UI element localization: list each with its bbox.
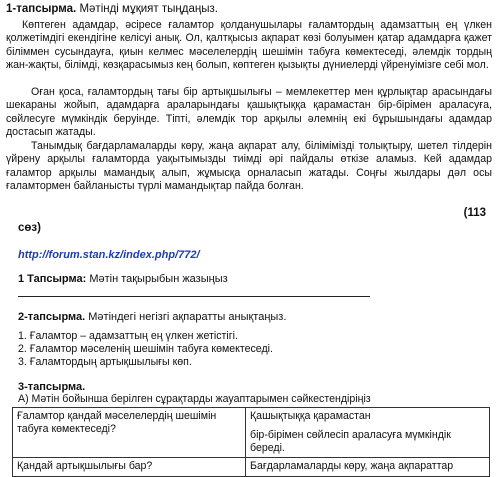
task1-label: 1-тапсырма. — [6, 3, 77, 15]
theme-task-instruction: Мәтін тақырыбын жазыңыз — [89, 273, 228, 285]
list-item: 1. Ғаламтор – адамзаттың ең үлкен жетістігі. — [18, 330, 238, 342]
answer-text: бір-бірімен сөйлесіп араласуға мүмкіндік береді. — [250, 429, 451, 454]
question-cell: Қандай артықшылығы бар? — [13, 458, 246, 477]
word-count-number: (113 — [463, 207, 486, 219]
question-cell: Ғаламтор қандай мәселелердің шешімін табуға көмектеседі? — [13, 408, 246, 458]
text-paragraph-2: Оған қоса, ғаламтордың тағы бір артықшылығы – мемлекеттер мен құрлықтар арасындағы шекараны жойып, адамдарға араларындағы қашықтыққа қарамастан бір-бірімен араласуға, сөйлесуге мүмкіндік беруінде. Тіпті, әлемдік тор арқылы әлемнің екі бұрышындағы адамдар достасып жатады. — [6, 86, 492, 138]
source-link[interactable]: http://forum.stan.kz/index.php/772/ — [18, 249, 200, 261]
matching-table — [12, 407, 490, 477]
list-item: 2. Ғаламтор мәселенің шешімін табуға көмектеседі. — [18, 343, 273, 355]
task2-heading — [18, 311, 286, 323]
theme-task-label: 1 Тапсырма: — [18, 273, 87, 285]
theme-task — [18, 273, 228, 285]
text-paragraph-3: Танымдық бағдарламаларды көру, жаңа ақпарат алу, білімімізді толықтыру, шетел тілдерін үйрену арқылы ғаламторда уақытымызды тиімді әрі пайдалы өткізе аламыз. Кей адамдар ғаламтор арқылы мамандық алып, жұмысқа орналасып жатады. Соңғы жылдары дәл осы ғаламтормен байланысты түрлі мамандықтар пайда болған. — [6, 140, 492, 192]
answer-cell — [246, 408, 490, 458]
task1-instruction: Мәтінді мұқият тыңдаңыз. — [79, 3, 218, 15]
task2-label: 2-тапсырма. — [18, 311, 86, 323]
answer-line[interactable] — [18, 296, 370, 297]
table-row — [13, 458, 490, 477]
table-row — [13, 408, 490, 458]
text-paragraph-1: Көптеген адамдар, әсіресе ғаламтор қолданушылары ғаламтордың адамзаттың ең үлкен қолжетімдігі екендігіне келісуі анық. Ол, қалтқысыз ақпарат көзі болуымен қатар адамдарға қажет біліммен сусындауға, қиын келмес мәселелердің шешімін табуға көмектеседі, әлемдік тордың жан-жақты, білімді, көзқарасымыз кең болып, көптеген қызықты дүниелерді үйренуімізге себі мол. — [6, 19, 492, 71]
list-item: 3. Ғаламтордың артықшылығы көп. — [18, 356, 192, 368]
task1-heading — [6, 3, 218, 15]
task2-instruction: Мәтіндегі негізгі ақпаратты анықтаңыз. — [88, 311, 287, 323]
main-info-list — [18, 330, 273, 369]
task3-heading: 3-тапсырма. — [18, 381, 86, 393]
word-count-label: сөз) — [18, 222, 41, 234]
task3-instruction: А) Мәтін бойынша берілген сұрақтарды жауаптарымен сәйкестендіріңіз — [18, 393, 371, 405]
answer-text: Қашықтыққа қарамастан — [250, 410, 371, 422]
answer-cell: Бағдарламаларды көру, жаңа ақпараттар — [246, 458, 490, 477]
